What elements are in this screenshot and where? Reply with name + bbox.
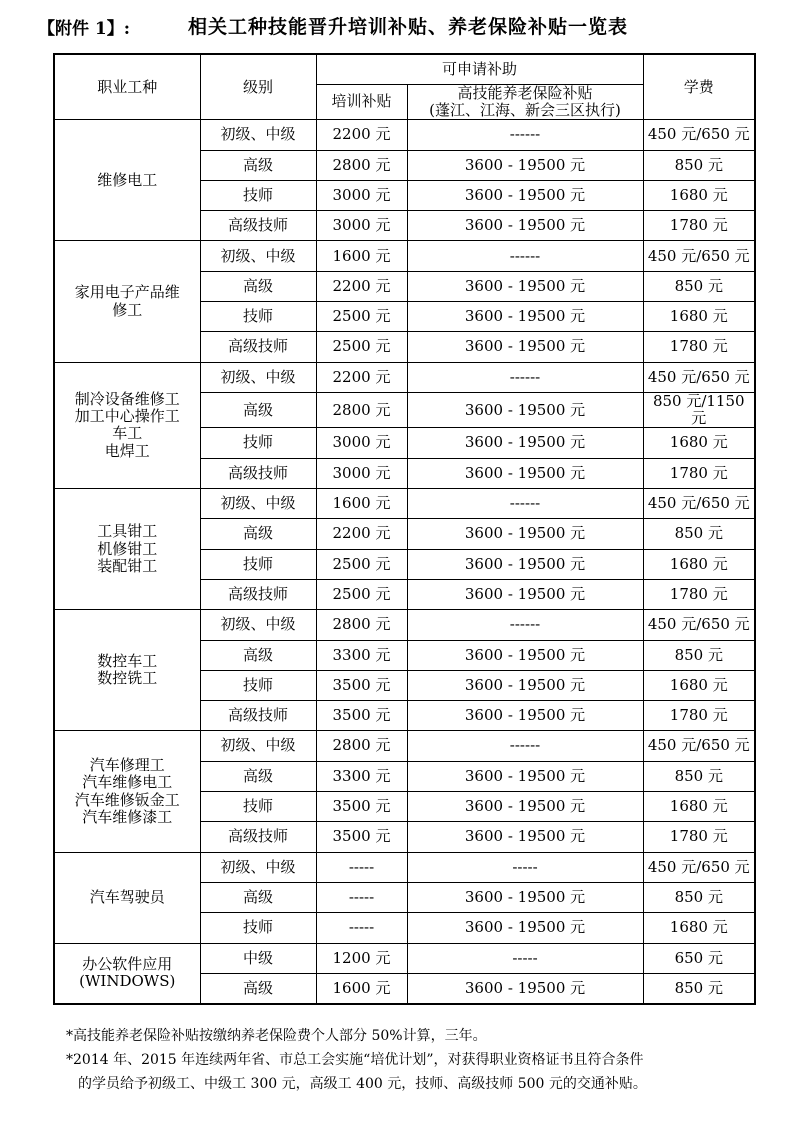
pension-cell: ------ xyxy=(407,241,643,271)
pension-cell: ------ xyxy=(407,120,643,150)
header-pension-line2: (蓬江、江海、新会三区执行) xyxy=(429,101,621,120)
fee-cell: 850 元 xyxy=(643,519,755,549)
level-cell: 高级 xyxy=(200,973,316,1003)
training-cell: 2200 元 xyxy=(316,519,407,549)
training-cell: ----- xyxy=(316,882,407,912)
occupation-cell xyxy=(54,610,200,731)
pension-cell: 3600 - 19500 元 xyxy=(407,761,643,791)
level-cell: 中级 xyxy=(200,943,316,973)
occupation-name: 车工 xyxy=(112,424,143,443)
training-cell: 2800 元 xyxy=(316,150,407,180)
level-cell: 技师 xyxy=(200,180,316,210)
level-cell: 技师 xyxy=(200,428,316,458)
fee-cell: 1780 元 xyxy=(643,701,755,731)
header-pension-line1: 高技能养老保险补贴 xyxy=(457,83,593,102)
occupation-name: 机修钳工 xyxy=(97,539,158,558)
fee-cell: 1780 元 xyxy=(643,822,755,852)
occupation-cell xyxy=(54,241,200,362)
level-cell: 高级技师 xyxy=(200,701,316,731)
fee-cell: 650 元 xyxy=(643,943,755,973)
footnote: *高技能养老保险补贴按缴纳养老保险费个人部分 50%计算，三年。 xyxy=(66,1028,487,1044)
level-cell: 高级 xyxy=(200,271,316,301)
occupation-name: 数控铣工 xyxy=(97,669,158,688)
occupation-cell xyxy=(54,943,200,1004)
level-cell: 技师 xyxy=(200,549,316,579)
level-cell: 高级技师 xyxy=(200,211,316,241)
occupation-name: 电焊工 xyxy=(104,441,150,460)
pension-cell: 3600 - 19500 元 xyxy=(407,180,643,210)
header-pension xyxy=(407,84,643,120)
fee-cell: 1680 元 xyxy=(643,670,755,700)
level-cell: 高级 xyxy=(200,392,316,428)
fee-cell: 450 元/650 元 xyxy=(643,610,755,640)
occupation-name: 装配钳工 xyxy=(97,556,158,575)
fee-cell: 1780 元 xyxy=(643,332,755,362)
pension-cell: 3600 - 19500 元 xyxy=(407,392,643,428)
occupation-cell xyxy=(54,731,200,852)
pension-cell: 3600 - 19500 元 xyxy=(407,822,643,852)
occupation-name: 制冷设备维修工 xyxy=(74,389,180,408)
pension-cell: 3600 - 19500 元 xyxy=(407,579,643,609)
header-occupation: 职业工种 xyxy=(54,54,200,120)
document-header xyxy=(38,10,778,40)
training-cell: ----- xyxy=(316,913,407,943)
fee-cell: 1780 元 xyxy=(643,458,755,488)
table-row xyxy=(54,610,755,640)
fee-cell: 850 元/1150 元 xyxy=(643,392,755,428)
fee-cell: 450 元/650 元 xyxy=(643,731,755,761)
level-cell: 初级、中级 xyxy=(200,852,316,882)
occupation-name: (WINDOWS) xyxy=(79,972,176,991)
fee-cell: 850 元 xyxy=(643,271,755,301)
level-cell: 高级技师 xyxy=(200,579,316,609)
level-cell: 技师 xyxy=(200,913,316,943)
occupation-name: 汽车驾驶员 xyxy=(89,887,165,906)
fee-cell: 850 元 xyxy=(643,973,755,1003)
pension-cell: ------ xyxy=(407,731,643,761)
pension-cell: ----- xyxy=(407,852,643,882)
pension-cell: 3600 - 19500 元 xyxy=(407,792,643,822)
level-cell: 初级、中级 xyxy=(200,362,316,392)
level-cell: 高级 xyxy=(200,150,316,180)
pension-cell: 3600 - 19500 元 xyxy=(407,271,643,301)
occupation-cell xyxy=(54,362,200,488)
fee-cell: 850 元 xyxy=(643,640,755,670)
training-cell: 3000 元 xyxy=(316,180,407,210)
level-cell: 初级、中级 xyxy=(200,731,316,761)
table-body xyxy=(54,120,755,1004)
fee-cell: 1680 元 xyxy=(643,913,755,943)
training-cell: 2800 元 xyxy=(316,392,407,428)
footnote: *2014 年、2015 年连续两年省、市总工会实施“培优计划”，对获得职业资格证书且符合条件 xyxy=(66,1052,644,1068)
pension-cell: 3600 - 19500 元 xyxy=(407,973,643,1003)
level-cell: 高级技师 xyxy=(200,822,316,852)
fee-cell: 1680 元 xyxy=(643,180,755,210)
fee-cell: 850 元 xyxy=(643,150,755,180)
pension-cell: 3600 - 19500 元 xyxy=(407,549,643,579)
pension-cell: 3600 - 19500 元 xyxy=(407,211,643,241)
training-cell: 1600 元 xyxy=(316,489,407,519)
training-cell: 2800 元 xyxy=(316,731,407,761)
occupation-cell xyxy=(54,852,200,943)
occupation-name: 汽车维修钣金工 xyxy=(74,790,180,809)
level-cell: 初级、中级 xyxy=(200,489,316,519)
pension-cell: 3600 - 19500 元 xyxy=(407,302,643,332)
pension-cell: 3600 - 19500 元 xyxy=(407,519,643,549)
level-cell: 技师 xyxy=(200,792,316,822)
training-cell: 3500 元 xyxy=(316,792,407,822)
level-cell: 高级 xyxy=(200,640,316,670)
level-cell: 技师 xyxy=(200,670,316,700)
pension-cell: 3600 - 19500 元 xyxy=(407,670,643,700)
fee-cell: 1680 元 xyxy=(643,549,755,579)
header-subsidy-group: 可申请补助 xyxy=(316,54,643,84)
fee-cell: 1680 元 xyxy=(643,428,755,458)
table-row xyxy=(54,852,755,882)
training-cell: 1600 元 xyxy=(316,973,407,1003)
fee-cell: 1680 元 xyxy=(643,792,755,822)
table-row xyxy=(54,943,755,973)
fee-cell: 850 元 xyxy=(643,761,755,791)
header-training: 培训补贴 xyxy=(316,84,407,120)
fee-cell: 450 元/650 元 xyxy=(643,852,755,882)
fee-cell: 1780 元 xyxy=(643,579,755,609)
training-cell: 2200 元 xyxy=(316,362,407,392)
training-cell: 2500 元 xyxy=(316,302,407,332)
fee-cell: 450 元/650 元 xyxy=(643,241,755,271)
training-cell: 1600 元 xyxy=(316,241,407,271)
fee-cell: 1780 元 xyxy=(643,211,755,241)
occupation-name: 汽车修理工 xyxy=(89,756,165,775)
pension-cell: ------ xyxy=(407,362,643,392)
level-cell: 技师 xyxy=(200,302,316,332)
table-row xyxy=(54,120,755,150)
training-cell: 2500 元 xyxy=(316,549,407,579)
subsidy-table xyxy=(53,53,756,1005)
table-row xyxy=(54,731,755,761)
fee-cell: 450 元/650 元 xyxy=(643,362,755,392)
pension-cell: 3600 - 19500 元 xyxy=(407,701,643,731)
occupation-name: 工具钳工 xyxy=(97,522,158,541)
training-cell: 2500 元 xyxy=(316,332,407,362)
fee-cell: 1680 元 xyxy=(643,302,755,332)
fee-cell: 850 元 xyxy=(643,882,755,912)
occupation-name: 家用电子产品维 xyxy=(74,283,180,302)
pension-cell: 3600 - 19500 元 xyxy=(407,882,643,912)
training-cell: 1200 元 xyxy=(316,943,407,973)
pension-cell: ------ xyxy=(407,610,643,640)
training-cell: 3000 元 xyxy=(316,458,407,488)
pension-cell: 3600 - 19500 元 xyxy=(407,913,643,943)
occupation-name: 办公软件应用 xyxy=(82,954,173,973)
training-cell: 3000 元 xyxy=(316,211,407,241)
level-cell: 初级、中级 xyxy=(200,120,316,150)
training-cell: 3500 元 xyxy=(316,701,407,731)
footnotes xyxy=(66,1024,766,1096)
occupation-cell xyxy=(54,120,200,241)
pension-cell: 3600 - 19500 元 xyxy=(407,640,643,670)
training-cell: 3500 元 xyxy=(316,822,407,852)
occupation-name: 汽车维修电工 xyxy=(82,773,173,792)
level-cell: 高级 xyxy=(200,761,316,791)
training-cell: 2500 元 xyxy=(316,579,407,609)
training-cell: 2200 元 xyxy=(316,271,407,301)
level-cell: 高级 xyxy=(200,519,316,549)
training-cell: 2200 元 xyxy=(316,120,407,150)
pension-cell: ----- xyxy=(407,943,643,973)
fee-cell: 450 元/650 元 xyxy=(643,489,755,519)
header-level: 级别 xyxy=(200,54,316,120)
pension-cell: ------ xyxy=(407,489,643,519)
occupation-cell xyxy=(54,489,200,610)
level-cell: 高级技师 xyxy=(200,458,316,488)
level-cell: 高级技师 xyxy=(200,332,316,362)
pension-cell: 3600 - 19500 元 xyxy=(407,458,643,488)
occupation-name: 汽车维修漆工 xyxy=(82,807,173,826)
table-row xyxy=(54,241,755,271)
document-title: 相关工种技能晋升培训补贴、养老保险补贴一览表 xyxy=(188,16,629,38)
pension-cell: 3600 - 19500 元 xyxy=(407,428,643,458)
training-cell: 2800 元 xyxy=(316,610,407,640)
training-cell: ----- xyxy=(316,852,407,882)
training-cell: 3000 元 xyxy=(316,428,407,458)
header-fee: 学费 xyxy=(643,54,755,120)
pension-cell: 3600 - 19500 元 xyxy=(407,332,643,362)
training-cell: 3300 元 xyxy=(316,640,407,670)
occupation-name: 加工中心操作工 xyxy=(74,407,180,426)
occupation-name: 维修电工 xyxy=(97,170,158,189)
pension-cell: 3600 - 19500 元 xyxy=(407,150,643,180)
footnote: 的学员给予初级工、中级工 300 元，高级工 400 元，技师、高级技师 500 元的交通补贴。 xyxy=(78,1076,647,1092)
training-cell: 3500 元 xyxy=(316,670,407,700)
attachment-label: 【附件 1】: xyxy=(38,19,131,39)
table-row xyxy=(54,362,755,392)
occupation-name: 数控车工 xyxy=(97,652,158,671)
training-cell: 3300 元 xyxy=(316,761,407,791)
level-cell: 初级、中级 xyxy=(200,610,316,640)
table-row xyxy=(54,489,755,519)
level-cell: 高级 xyxy=(200,882,316,912)
level-cell: 初级、中级 xyxy=(200,241,316,271)
fee-cell: 450 元/650 元 xyxy=(643,120,755,150)
occupation-name: 修工 xyxy=(112,300,143,319)
